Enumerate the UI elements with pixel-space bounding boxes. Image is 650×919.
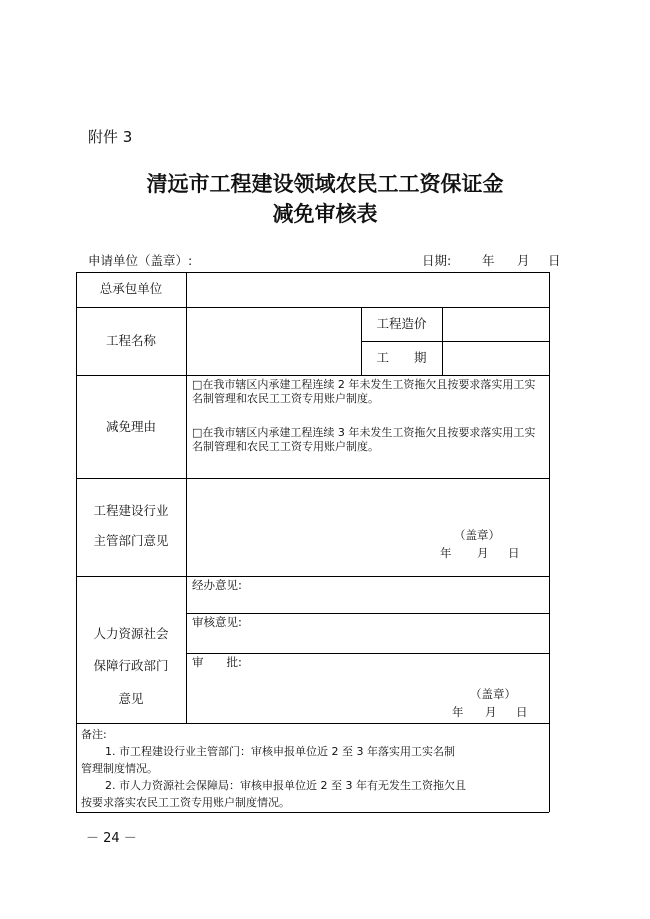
row-divider <box>186 653 549 654</box>
industry-date-month: 月 <box>477 546 489 560</box>
row-divider <box>186 613 549 614</box>
industry-label-line-1: 工程建设行业 <box>93 503 169 518</box>
project-cost-label: 工程造价 <box>376 316 427 331</box>
review-opinion-label: 审核意见: <box>192 615 242 629</box>
reason-option-1: □在我市辖区内承建工程连续 2 年未发生工资拖欠且按要求落实用工实名制管理和农民工工资专用账户制度。 <box>192 378 536 405</box>
form-title-line-2: 减免审核表 <box>272 201 378 226</box>
project-name-label: 工程名称 <box>105 333 156 348</box>
approval-label: 审 批: <box>192 655 242 669</box>
hr-date-year: 年 <box>452 705 464 719</box>
hr-date-month: 月 <box>485 705 497 719</box>
applicant-label: 申请单位（盖章）: <box>88 253 193 268</box>
industry-stamp: （盖章） <box>454 528 500 542</box>
reason-label: 减免理由 <box>105 419 156 434</box>
table-bottom-border <box>76 812 549 813</box>
hr-stamp: （盖章） <box>470 687 516 701</box>
industry-date-day: 日 <box>508 546 520 560</box>
date-month: 月 <box>517 253 530 268</box>
date-label: 日期: <box>422 253 452 268</box>
page-number: － 24 － <box>86 831 137 846</box>
remarks-title: 备注: <box>81 728 107 741</box>
column-divider <box>442 307 443 375</box>
row-divider <box>76 375 549 376</box>
remark-1-line-1: 1. 市工程建设行业主管部门：审核申报单位近 2 至 3 年落实用工实名制 <box>105 745 455 758</box>
hr-date-day: 日 <box>516 705 528 719</box>
label-column-divider <box>186 272 187 723</box>
hr-label-line-2: 保障行政部门 <box>93 658 169 673</box>
row-divider <box>76 307 549 308</box>
table-top-border <box>76 272 549 273</box>
hr-label-line-3: 意见 <box>118 691 144 706</box>
industry-label-line-2: 主管部门意见 <box>93 533 169 548</box>
date-day: 日 <box>548 253 561 268</box>
row-divider <box>76 478 549 479</box>
contractor-label: 总承包单位 <box>99 281 163 296</box>
date-year: 年 <box>482 253 495 268</box>
table-right-border <box>549 272 550 812</box>
remark-2-line-1: 2. 市人力资源社会保障局：审核申报单位近 2 至 3 年有无发生工资拖欠且 <box>105 779 466 792</box>
row-divider <box>361 341 549 342</box>
form-title-line-1: 清远市工程建设领域农民工工资保证金 <box>146 171 504 196</box>
industry-date-year: 年 <box>440 546 452 560</box>
remark-2-line-2: 按要求落实农民工工资专用账户制度情况。 <box>81 796 290 809</box>
duration-label: 工 期 <box>376 350 427 365</box>
remark-1-line-2: 管理制度情况。 <box>81 762 158 775</box>
attachment-label: 附件 3 <box>88 128 133 146</box>
handler-opinion-label: 经办意见: <box>192 578 242 592</box>
row-divider <box>76 723 549 724</box>
reason-option-2: □在我市辖区内承建工程连续 3 年未发生工资拖欠且按要求落实用工实名制管理和农民工工资专用账户制度。 <box>192 426 536 453</box>
hr-label-line-1: 人力资源社会 <box>93 626 169 641</box>
row-divider <box>76 576 549 577</box>
